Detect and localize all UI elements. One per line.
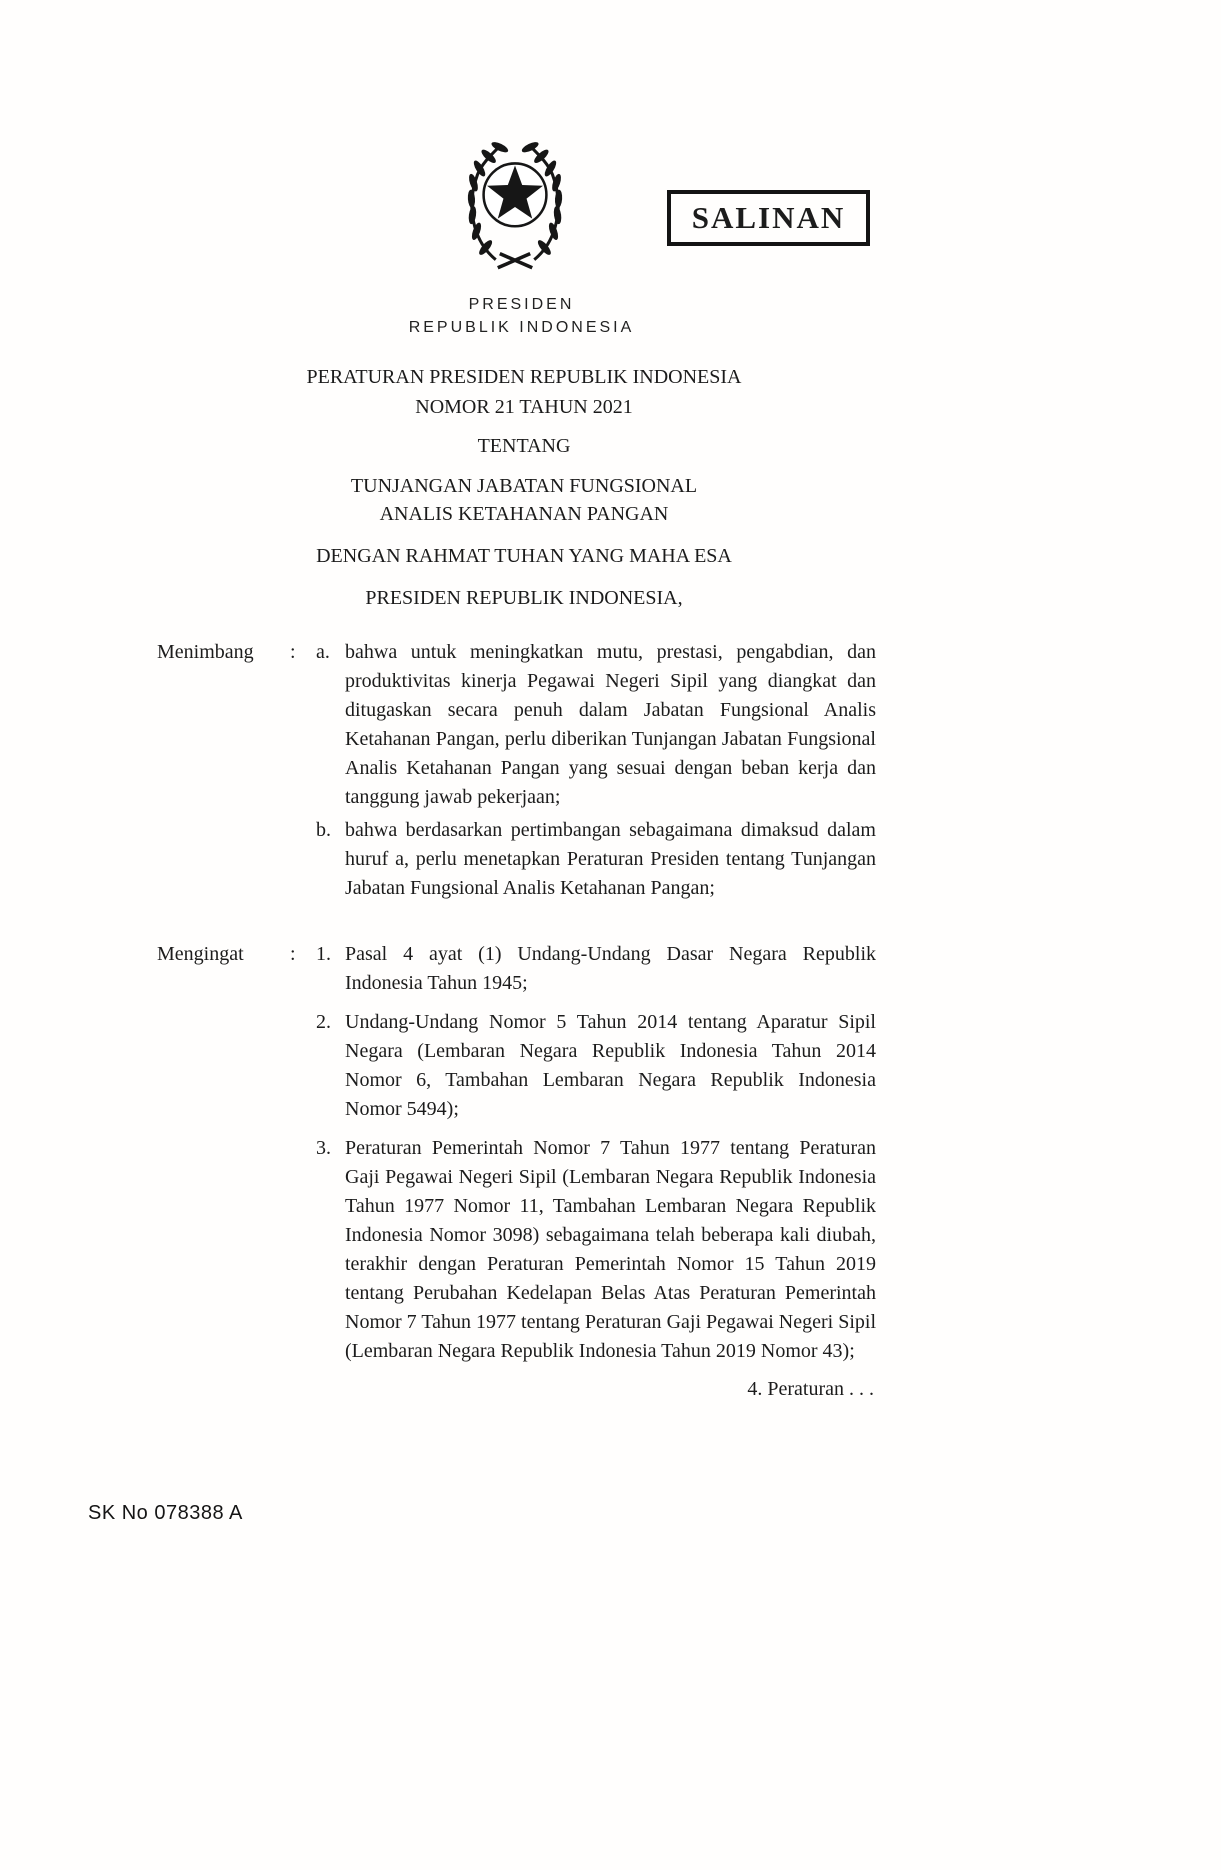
authority: PRESIDEN REPUBLIK INDONESIA, — [365, 587, 683, 609]
doc-number: NOMOR 21 TAHUN 2021 — [415, 396, 633, 418]
mengingat-item-1 — [316, 940, 876, 998]
letterhead — [0, 293, 1043, 339]
item-marker: a. — [316, 641, 330, 663]
doc-code: SK No 078388 A — [88, 1502, 243, 1524]
item-text: bahwa berdasarkan pertimbangan sebagaimana dimaksud dalam huruf a, perlu menetapkan Peraturan Presiden tentang Tunjangan Jabatan Fungsional Analis Ketahanan Pangan; — [345, 819, 876, 899]
catchword: 4. Peraturan . . . — [747, 1378, 874, 1400]
section-menimbang — [157, 638, 876, 903]
mengingat-colon: : — [290, 943, 296, 965]
section-mengingat — [157, 940, 876, 1366]
menimbang-colon: : — [290, 641, 296, 663]
invocation: DENGAN RAHMAT TUHAN YANG MAHA ESA — [316, 545, 732, 567]
menimbang-item-b — [316, 816, 876, 903]
item-marker: 3. — [316, 1137, 331, 1159]
mengingat-items — [316, 940, 876, 1366]
letterhead-line1: PRESIDEN — [468, 296, 575, 313]
mengingat-item-2 — [316, 1008, 876, 1124]
subject-line1: TUNJANGAN JABATAN FUNGSIONAL — [350, 475, 698, 497]
mengingat-item-3 — [316, 1134, 876, 1366]
item-text: Peraturan Pemerintah Nomor 7 Tahun 1977 tentang Peraturan Gaji Pegawai Negeri Sipil (Lembaran Negara Republik Indonesia Tahun 1977 Nomor 11, Tambahan Lembaran Negara Republik Indonesia Nomor 3098) sebagaimana telah beberapa kali diubah, terakhir dengan Peraturan Pemerintah Nomor 15 Tahun 2019 tentang Perubahan Kedelapan Belas Atas Peraturan Pemerintah Nomor 7 Tahun 1977 tentang Peraturan Gaji Pegawai Negeri Sipil (Lembaran Negara Republik Indonesia Tahun 2019 Nomor 43); — [345, 1137, 876, 1362]
document-body — [157, 638, 876, 1404]
about-label: TENTANG — [477, 435, 571, 457]
item-marker: b. — [316, 819, 331, 841]
presidential-seal-icon — [449, 130, 581, 284]
salinan-stamp — [667, 190, 870, 246]
doc-type: PERATURAN PRESIDEN REPUBLIK INDONESIA — [306, 366, 742, 388]
subject-line2: ANALIS KETAHANAN PANGAN — [379, 503, 669, 525]
menimbang-item-a — [316, 638, 876, 812]
item-marker: 2. — [316, 1011, 331, 1033]
menimbang-items — [316, 638, 876, 903]
item-text: Pasal 4 ayat (1) Undang-Undang Dasar Negara Republik Indonesia Tahun 1945; — [345, 943, 876, 994]
item-marker: 1. — [316, 943, 331, 965]
item-text: Undang-Undang Nomor 5 Tahun 2014 tentang Aparatur Sipil Negara (Lembaran Negara Republik Indonesia Tahun 2014 Nomor 6, Tambahan Lembaran Negara Republik Indonesia Nomor 5494); — [345, 1011, 876, 1120]
salinan-stamp-label: SALINAN — [691, 200, 846, 235]
mengingat-label: Mengingat — [157, 943, 244, 965]
item-text: bahwa untuk meningkatkan mutu, prestasi, pengabdian, dan produktivitas kinerja Pegawai Negeri Sipil yang diangkat dan ditugaskan secara penuh dalam Jabatan Fungsional Analis Ketahanan Pangan, perlu diberikan Tunjangan Jabatan Fungsional Analis Ketahanan Pangan yang sesuai dengan beban kerja dan tanggung jawab pekerjaan; — [345, 641, 876, 808]
menimbang-label: Menimbang — [157, 641, 254, 663]
title-block — [0, 363, 1048, 612]
letterhead-line2: REPUBLIK INDONESIA — [408, 319, 635, 336]
